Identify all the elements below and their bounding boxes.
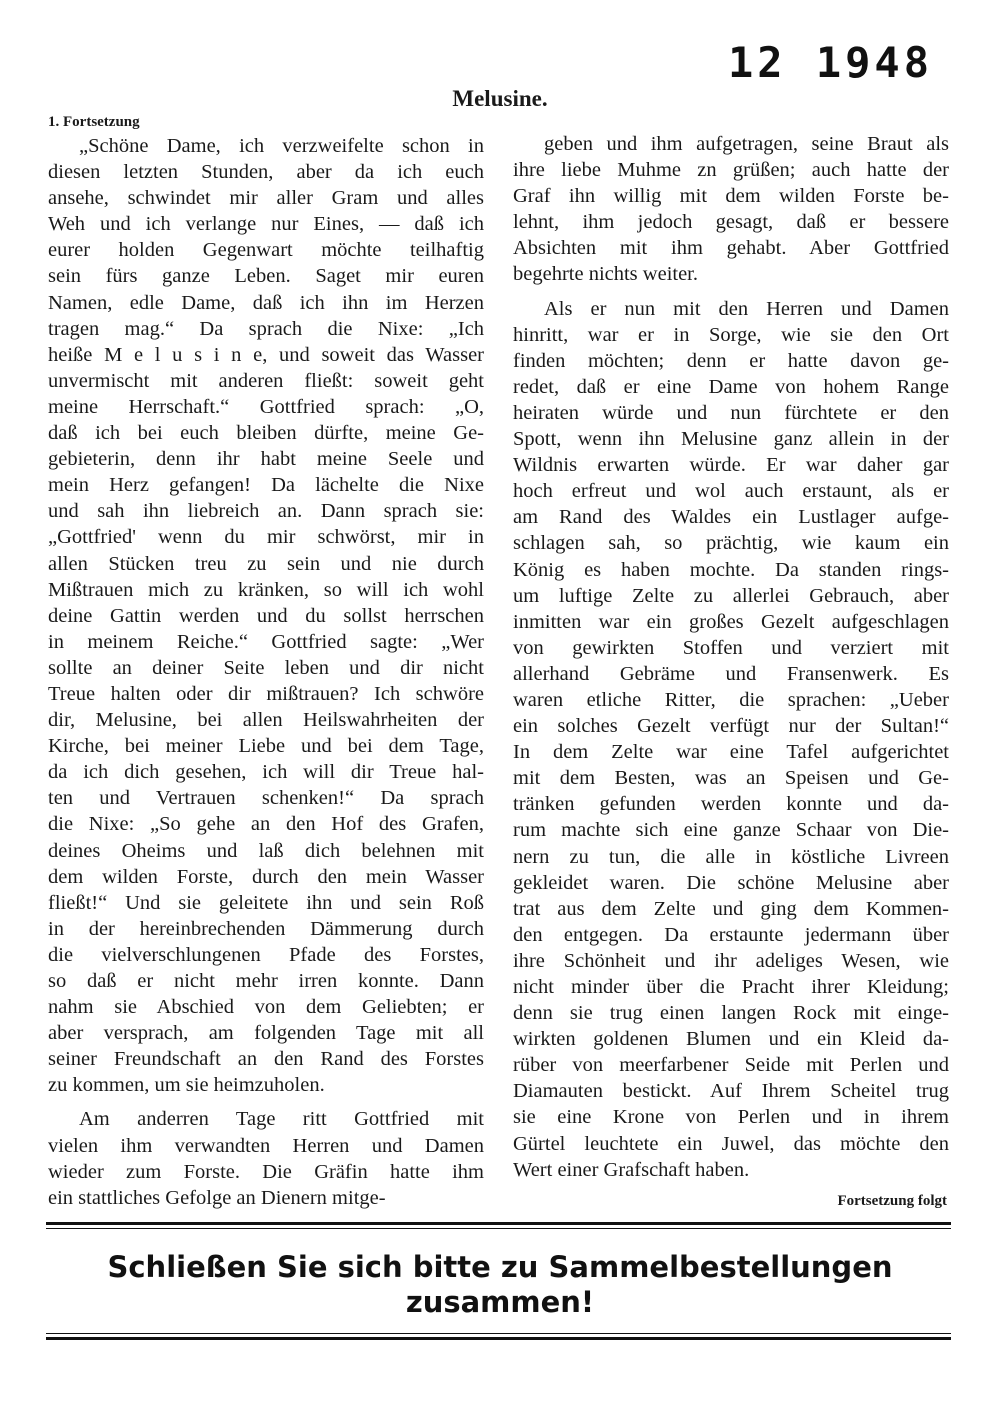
right-column (513, 131, 949, 1191)
text-line: tränken gefunden werden konnte und da- (513, 793, 949, 816)
text-line: in meinem Reiche.“ Gottfried sagte: „Wer (48, 630, 484, 653)
text-line: geben und ihm aufgetragen, seine Braut als (544, 133, 949, 155)
text-line: trat aus dem Zelte und ging dem Kommen- (513, 897, 949, 920)
text-line: inmitten war ein großes Gezelt aufgeschlagen (513, 610, 949, 633)
text-line: Gürtel leuchtete ein Juwel, das möchte den (513, 1132, 949, 1155)
text-line: eurer holden Gegenwart möchte teilhaftig (48, 239, 484, 262)
text-line: meine Herrschaft.“ Gottfried sprach: „O, (48, 395, 484, 418)
text-line: heiße M e l u s i n e, und soweit das Wasser (48, 343, 484, 366)
text-line: Weh und ich verlange nur Eines, — daß ich (48, 213, 484, 236)
text-line: König es haben mochte. Da standen rings- (513, 558, 949, 581)
text-line: begehrte nichts weiter. (513, 263, 699, 286)
text-line: mit dem Besten, was an Speisen und Ge- (513, 767, 949, 790)
text-line: nicht minder über die Pracht ihrer Kleidung; (513, 976, 949, 998)
bottom-rule-thin (46, 1333, 951, 1334)
text-line: unvermischt mit anderen fließt: soweit geht (48, 369, 484, 392)
text-line: die vielverschlungenen Pfade des Forstes, (48, 943, 484, 966)
text-line: Wildnis erwarten würde. Er war daher gar (513, 454, 949, 477)
text-line: und sah ihn liebreich an. Dann sprach sie: (48, 500, 484, 523)
top-rule-thick (46, 1222, 951, 1225)
text-line: ihre Schönheit und ihr adeliges Wesen, wie (513, 949, 949, 972)
paragraph (48, 133, 484, 1098)
text-line: ein solches Gezelt verfügt nur der Sultan!“ (513, 715, 949, 738)
text-line: mein Herz gefangen! Da lächelte die Nixe (48, 474, 484, 497)
text-line: da ich dich gesehen, ich will dir Treue hal- (48, 761, 484, 784)
text-line: rum machte sich eine ganze Schaar von Die- (513, 819, 949, 842)
text-line: Diamauten bestickt. Auf Ihrem Scheitel trug (513, 1080, 949, 1103)
text-line: aber versprach, am folgenden Tage mit all (48, 1022, 484, 1045)
text-line: denn sie trug einen langen Rock mit einge- (513, 1002, 949, 1025)
text-line: Als er nun mit den Herren und Damen (544, 297, 949, 320)
text-line: nern zu tun, die alle in köstliche Livreen (513, 845, 949, 868)
text-line: „Schöne Dame, ich verzweifelte schon in (79, 135, 484, 157)
text-line: fließt!“ Und sie geleitete ihn und sein Roß (48, 891, 484, 914)
text-line: Mißtrauen mich zu kränken, so will ich wohl (48, 578, 484, 601)
text-line: am Rand des Waldes ein Lustlager aufge- (513, 506, 949, 529)
text-line: schlagen sah, so prächtig, wie kaum ein (513, 532, 949, 555)
text-line: diesen letzten Stunden, aber da ich euch (48, 161, 484, 184)
text-line: seiner Freundschaft an den Rand des Forstes (48, 1048, 484, 1071)
text-line: „Gottfried' wenn du mir schwörst, mir in (48, 526, 484, 549)
text-line: so daß er nicht mehr irren konnte. Dann (48, 970, 484, 992)
top-rule-thin (46, 1228, 951, 1229)
text-line: nahm sie Abschied von dem Geliebten; er (48, 996, 484, 1019)
text-line: ihre liebe Muhme zn grüßen; auch hatte der (513, 159, 949, 182)
text-line: sie eine Krone von Perlen und in ihrem (513, 1106, 949, 1129)
text-line: die Nixe: „So gehe an den Hof des Grafen, (48, 813, 484, 836)
text-line: rüber von meerfarbener Seide mit Perlen und (513, 1054, 949, 1077)
text-line: Am anderren Tage ritt Gottfried mit (79, 1108, 484, 1131)
paragraph (513, 296, 949, 1183)
continued-note: Fortsetzung folgt (837, 1193, 947, 1209)
paragraph (48, 1106, 484, 1210)
slogan (0, 1250, 1000, 1320)
text-line: tragen mag.“ Da sprach die Nixe: „Ich (48, 317, 484, 340)
text-line: dem wilden Forste, durch den mein Wasser (48, 865, 484, 888)
text-line: Kirche, bei meiner Liebe und bei dem Tage, (48, 735, 484, 758)
text-line: heiraten würde und nun fürchtete er den (513, 401, 949, 424)
text-line: von gewirkten Stoffen und verziert mit (513, 636, 949, 659)
text-line: zu kommen, um sie heimzuholen. (48, 1074, 325, 1097)
text-line: gekleidet waren. Die schöne Melusine aber (513, 871, 949, 894)
text-line: gebieterin, denn ihr habt meine Seele und (48, 448, 484, 471)
text-line: in der hereinbrechenden Dämmerung durch (48, 917, 484, 940)
article-title: Melusine. (452, 86, 548, 111)
slogan-line-1: Schließen Sie sich bitte zu Sammelbestellungen (107, 1250, 893, 1284)
paragraph (513, 131, 949, 288)
text-line: ansehe, schwindet mir aller Gram und alles (48, 187, 484, 210)
text-line: hinritt, war er in Sorge, wie sie den Ort (513, 323, 949, 346)
text-line: Spott, wenn ihn Melusine ganz allein in der (513, 428, 949, 451)
text-line: allen Stücken treu zu sein und nie durch (48, 552, 484, 575)
text-line: Absichten mit ihm gehabt. Aber Gottfried (513, 237, 949, 260)
text-line: deine Gattin werden und du sollst herrschen (48, 604, 484, 627)
installment-label: 1. Fortsetzung (48, 114, 140, 130)
issue-number: 12 1948 (728, 38, 934, 87)
text-line: ein stattliches Gefolge an Dienern mitge- (48, 1186, 386, 1209)
text-line: um luftige Zelte zu allerlei Gebrauch, aber (513, 584, 949, 607)
text-line: sollte an deiner Seite leben und dir nicht (48, 656, 484, 679)
text-line: redet, daß er eine Dame von hohem Range (513, 375, 949, 398)
text-line: Treue halten oder dir mißtrauen? Ich schwöre (48, 682, 484, 705)
text-line: finden möchten; denn er hatte davon ge- (513, 349, 949, 372)
text-line: hoch erfreut und wol auch erstaunt, als er (513, 480, 949, 503)
text-line: Graf ihn willig mit dem wilden Forste be- (513, 185, 949, 208)
text-line: lehnt, ihm jedoch gesagt, daß er bessere (513, 211, 949, 234)
text-line: deines Oheims und laß dich belehnen mit (48, 839, 484, 862)
text-line: allerhand Gebräme und Fransenwerk. Es (513, 662, 949, 685)
bottom-rule-thick (46, 1337, 951, 1340)
left-column (48, 133, 484, 1219)
text-line: waren etliche Ritter, die sprachen: „Ueber (513, 688, 949, 711)
text-line: sein fürs ganze Leben. Saget mir euren (48, 265, 484, 288)
text-line: wieder zum Forste. Die Gräfin hatte ihm (48, 1160, 484, 1183)
text-line: In dem Zelte war eine Tafel aufgerichtet (513, 741, 949, 764)
text-line: wirkten goldenen Blumen und ein Kleid da- (513, 1028, 949, 1051)
text-line: Wert einer Grafschaft haben. (513, 1158, 750, 1181)
text-line: ten und Vertrauen schenken!“ Da sprach (48, 787, 484, 810)
text-line: vielen ihm verwandten Herren und Damen (48, 1134, 484, 1157)
text-line: dir, Melusine, bei allen Heilswahrheiten der (48, 709, 484, 732)
slogan-line-2: zusammen! (405, 1285, 595, 1319)
text-line: Namen, edle Dame, daß ich ihn im Herzen (48, 291, 484, 314)
text-line: den entgegen. Da erstaunte jedermann über (513, 923, 949, 946)
text-line: daß ich bei euch bleiben dürfte, meine Ge- (48, 422, 484, 445)
